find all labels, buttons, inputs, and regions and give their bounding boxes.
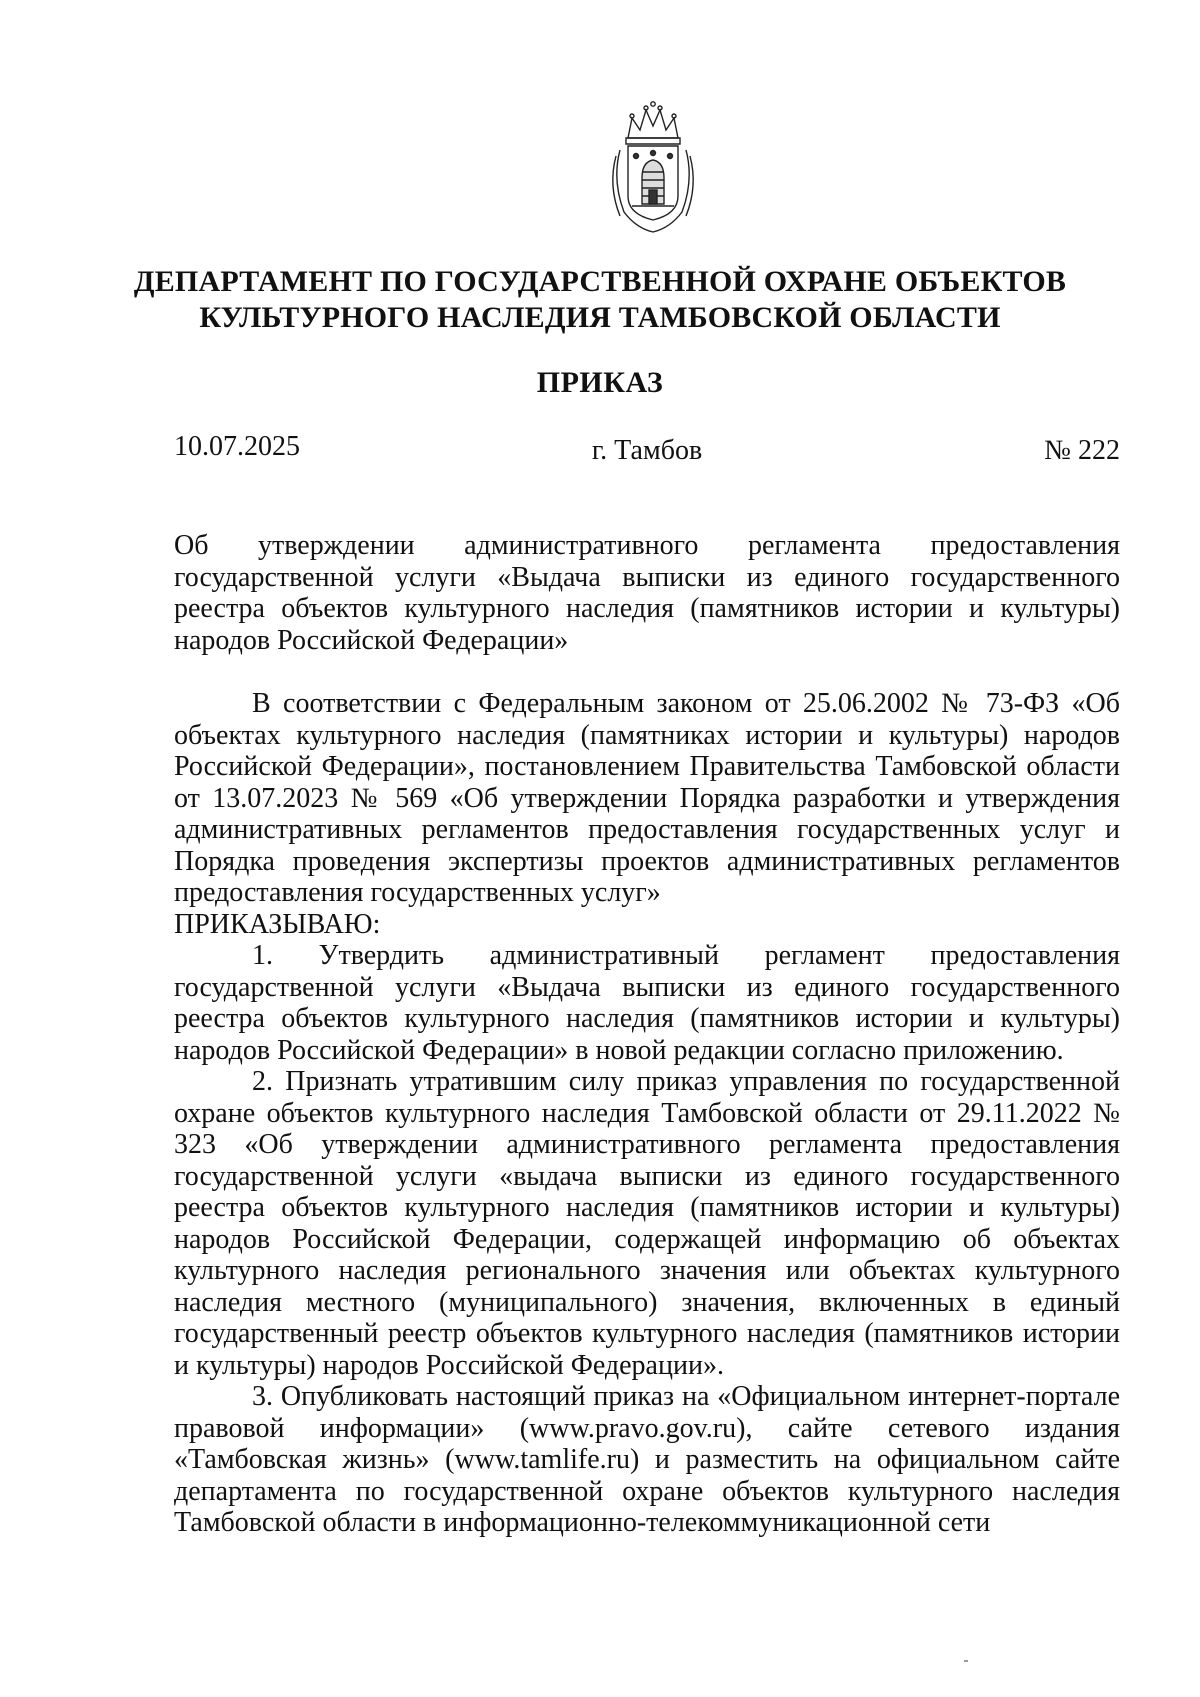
document-date: 10.07.2025 <box>174 431 300 462</box>
order-item-2: 2. Признать утратившим силу приказ управления по государственной охране объектов культурного наследия Тамбовской области от 29.11.2022 № 323 «Об утверждении административного регламента предоставления государственной услуги «выдача выписки из единого государственного реестра объектов культурного наследия (памятников истории и культуры) народов Российской Федерации, содержащей информацию об объектах культурного наследия регионального значения или объектах культурного наследия местного (муниципального) значения, включенных в единый государственный реестр объектов культурного наследия (памятников истории и культуры) народов Российской Федерации». <box>174 1066 1120 1381</box>
organization-line-2: КУЛЬТУРНОГО НАСЛЕДИЯ ТАМБОВСКОЙ ОБЛАСТИ <box>199 301 1001 334</box>
document-body <box>174 688 1120 1539</box>
document-number: № 222 <box>1044 435 1120 466</box>
order-item-3: 3. Опубликовать настоящий приказ на «Официальном интернет-портале правовой информации» (www.pravo.gov.ru), сайте сетевого издания «Тамбовская жизнь» (www.tamlife.ru) и разместить на официальном сайте департамента по государственной охране объектов культурного наследия Тамбовской области в информационно-телекоммуникационной сети <box>174 1381 1120 1538</box>
order-word: ПРИКАЗЫВАЮ: <box>174 908 381 940</box>
document-type: ПРИКАЗ <box>536 366 664 399</box>
document-city: г. Тамбов <box>591 435 703 466</box>
document-subject: Об утверждении административного регламента предоставления государственной услуги «Выдача выписки из единого государственного реестра объектов культурного наследия (памятников истории и культуры) народов Российской Федерации» <box>174 530 1120 656</box>
coat-of-arms-icon <box>598 100 708 240</box>
order-item-1: 1. Утвердить административный регламент предоставления государственной услуги «Выдача выписки из единого государственного реестра объектов культурного наследия (памятников истории и культуры) народов Российской Федерации» в новой редакции согласно приложению. <box>174 940 1120 1066</box>
document-meta <box>174 430 1120 466</box>
scan-artifact <box>964 1660 968 1662</box>
organization-name <box>130 264 1070 336</box>
preamble-paragraph: В соответствии с Федеральным законом от 25.06.2002 № 73-ФЗ «Об объектах культурного наследия (памятниках истории и культуры) народов Российской Федерации», постановлением Правительства Тамбовской области от 13.07.2023 № 569 «Об утверждении Порядка разработки и утверждения административных регламентов предоставления государственных услуг и Порядка проведения экспертизы проектов административных регламентов предоставления государственных услуг» <box>174 688 1120 908</box>
organization-line-1: ДЕПАРТАМЕНТ ПО ГОСУДАРСТВЕННОЙ ОХРАНЕ ОБЪЕКТОВ <box>133 265 1067 298</box>
